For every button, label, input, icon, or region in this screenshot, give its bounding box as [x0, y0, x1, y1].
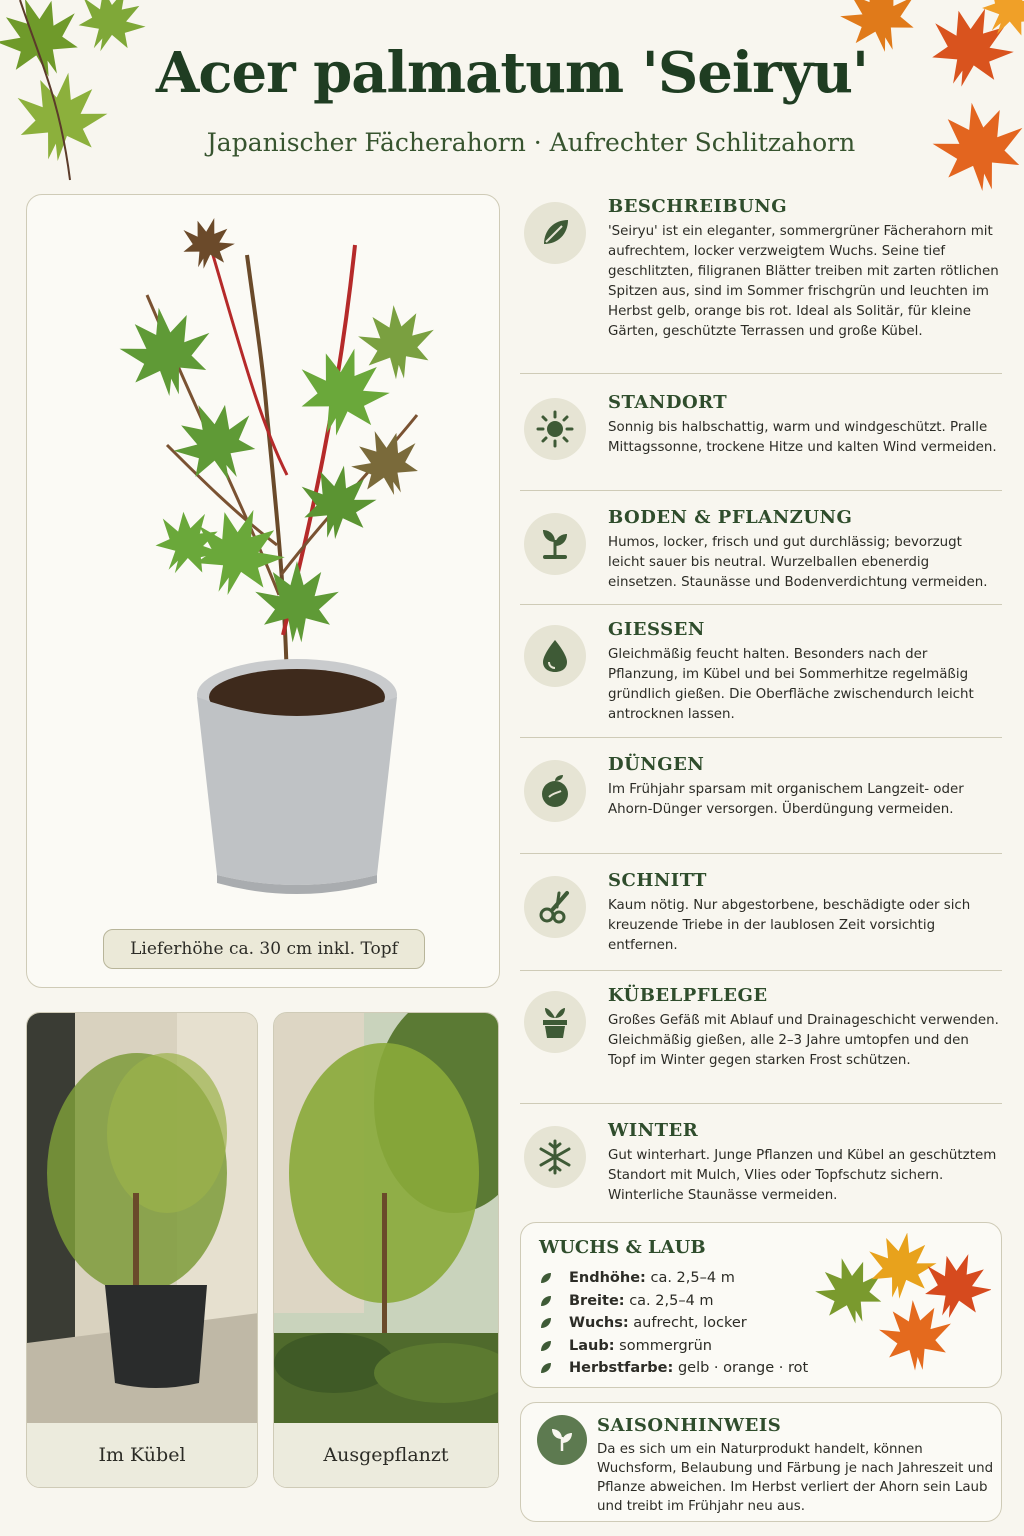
season-text: Da es sich um ein Naturprodukt handelt, können Wuchsform, Belaubung und Färbung je nach Jahreszeit und Pflanze abweichen. Im Herbst verliert der Ahorn sein Laub und treibt im Frühjahr neu aus. — [597, 1442, 994, 1514]
divider — [520, 490, 1002, 491]
leaf-icon — [539, 1271, 553, 1285]
potted-tree-photo — [27, 1013, 258, 1425]
divider — [520, 970, 1002, 971]
pot-icon — [537, 1004, 573, 1040]
divider — [520, 737, 1002, 738]
pruning-shears-icon — [537, 889, 573, 925]
sun-icon — [536, 410, 574, 448]
section-pruning — [520, 870, 1002, 960]
section-title: STANDORT — [608, 392, 728, 413]
photo-in-container — [26, 1012, 258, 1488]
potted-maple-illustration — [87, 215, 447, 905]
leaf-icon — [539, 1316, 553, 1330]
leaf-icon — [539, 1361, 553, 1375]
section-title: KÜBELPFLEGE — [608, 985, 768, 1006]
list-item: Breite: ca. 2,5–4 m — [539, 1290, 808, 1313]
sprout-icon — [537, 526, 573, 562]
section-location — [520, 392, 1002, 482]
divider — [520, 604, 1002, 605]
section-text: Großes Gefäß mit Ablauf und Drainageschicht verwenden. Gleichmäßig gießen, alle 2–3 Jahre umtopfen und den Topf im Winter gegen starken Frost schützen. — [608, 1013, 999, 1068]
divider — [520, 853, 1002, 854]
section-text: Humos, locker, frisch und gut durchlässig; bevorzugt leicht sauer bis neutral. Wurzelballen ebenerdig einsetzen. Staunässe und Bodenverdichtung vermeiden. — [608, 535, 988, 590]
section-text: Sonnig bis halbschattig, warm und windgeschützt. Pralle Mittagssonne, trockene Hitze und kalten Wind vermeiden. — [608, 420, 997, 455]
section-text: Gut winterhart. Junge Pflanzen und Kübel an geschütztem Standort mit Mulch, Vlies oder Topfschutz sichern. Winterliche Staunässe vermeiden. — [608, 1148, 997, 1203]
autumn-leaves-illustration — [811, 1233, 991, 1383]
list-item: Laub: sommergrün — [539, 1335, 808, 1358]
section-text: 'Seiryu' ist ein eleganter, sommergrüner Fächerahorn mit aufrechtem, locker verzweigtem Wuchs. Seine tief geschlitzten, filigranen Blätter treiben mit zarten rötlichen Spitzen aus, sind im Sommer frischgrün und leuchten im Herbst gelb, orange bis rot. Ideal als Solitär, für kleine Gärten, geschützte Terrassen und große Kübel. — [608, 224, 999, 339]
section-title: BODEN & PFLANZUNG — [608, 507, 853, 528]
leaf-icon — [539, 1294, 553, 1308]
growth-list — [539, 1267, 808, 1380]
page-title: Acer palmatum 'Seiryu' — [155, 40, 869, 106]
section-winter — [520, 1120, 1002, 1210]
section-text: Kaum nötig. Nur abgestorbene, beschädigte oder sich kreuzende Triebe in der laublosen Zeit vorsichtig entfernen. — [608, 898, 971, 953]
growth-foliage-card — [520, 1222, 1002, 1388]
list-item: Endhöhe: ca. 2,5–4 m — [539, 1267, 808, 1290]
section-title: BESCHREIBUNG — [608, 196, 788, 217]
photo-caption-planted: Ausgepflanzt — [274, 1423, 498, 1487]
divider — [520, 373, 1002, 374]
section-title: SCHNITT — [608, 870, 707, 891]
section-text: Im Frühjahr sparsam mit organischem Langzeit- oder Ahorn-Dünger versorgen. Überdüngung vermeiden. — [608, 782, 964, 817]
photo-caption-container: Im Kübel — [27, 1423, 257, 1487]
seedling-icon — [547, 1425, 577, 1455]
fertilizer-icon — [537, 773, 573, 809]
divider — [520, 1103, 1002, 1104]
section-title: DÜNGEN — [608, 754, 705, 775]
page-subtitle: Japanischer Fächerahorn · Aufrechter Schlitzahorn — [206, 128, 856, 157]
season-title: SAISONHINWEIS — [597, 1415, 782, 1436]
section-description — [520, 196, 1002, 366]
planted-tree-photo — [274, 1013, 499, 1425]
product-image-card — [26, 194, 500, 988]
section-container-care — [520, 985, 1002, 1095]
list-item: Wuchs: aufrecht, locker — [539, 1312, 808, 1335]
list-item: Herbstfarbe: gelb · orange · rot — [539, 1357, 808, 1380]
section-watering — [520, 619, 1002, 729]
season-note-card — [520, 1402, 1002, 1522]
section-text: Gleichmäßig feucht halten. Besonders nach der Pflanzung, im Kübel und bei Sommerhitze regelmäßig gründlich gießen. Die Oberfläche zwischendurch leicht antrocknen lassen. — [608, 647, 974, 722]
water-drop-icon — [539, 638, 571, 674]
section-soil — [520, 507, 1002, 597]
section-fertilizing — [520, 754, 1002, 844]
snowflake-icon — [537, 1139, 573, 1175]
leaf-icon — [538, 216, 572, 250]
leaf-icon — [539, 1339, 553, 1353]
section-title: WINTER — [608, 1120, 699, 1141]
growth-title: WUCHS & LAUB — [539, 1237, 706, 1258]
delivery-height-badge: Lieferhöhe ca. 30 cm inkl. Topf — [103, 929, 425, 969]
section-title: GIESSEN — [608, 619, 705, 640]
photo-planted-out — [273, 1012, 499, 1488]
